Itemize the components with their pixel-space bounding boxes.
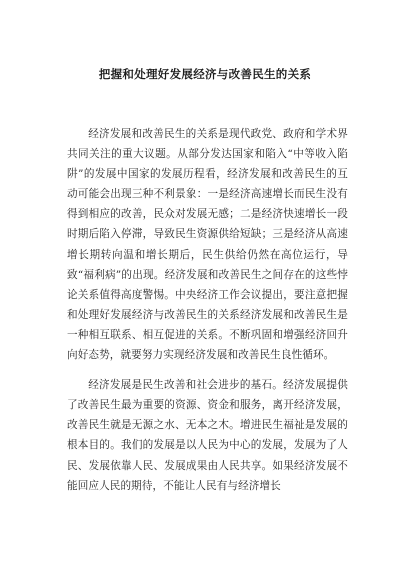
document-body (67, 124, 348, 506)
paragraph-1: 经济发展和改善民生的关系是现代政党、政府和学术界共同关注的重大议题。从部分发达国家和陷入“中等收入陷阱”的发展中国家的发展历程看，经济发展和改善民生的互动可能会出现三种不利景象：一是经济高速增长而民生没有得到相应的改善，民众对发展无感；二是经济快速增长一段时期后陷入停滞，导致民生资源供给短缺；三是经济从高速增长期转向温和增长期后，民生供给仍然在高位运行，导致“福利病”的出现。经济发展和改善民生之间存在的这些悖论关系值得高度警惕。中央经济工作会议提出，要注意把握和处理好发展经济与改善民生的关系经济发展和改善民生是一种相互联系、相互促进的关系。不断巩固和增强经济回升向好态势，就要努力实现经济发展和改善民生良性循环。 (67, 128, 348, 362)
document-title: 把握和处理好发展经济与改善民生的关系 (98, 67, 312, 81)
paragraph-2: 经济发展是民生改善和社会进步的基石。经济发展提供了改善民生最为重要的资源、资金和服务，离开经济发展，改善民生就是无源之水、无本之木。增进民生福祉是发展的根本目的。我们的发展是以人民为中心的发展，发展为了人民、发展依靠人民、发展成果由人民共享。如果经济发展不能回应人民的期待，不能让人民有与经济增长 (67, 379, 348, 492)
